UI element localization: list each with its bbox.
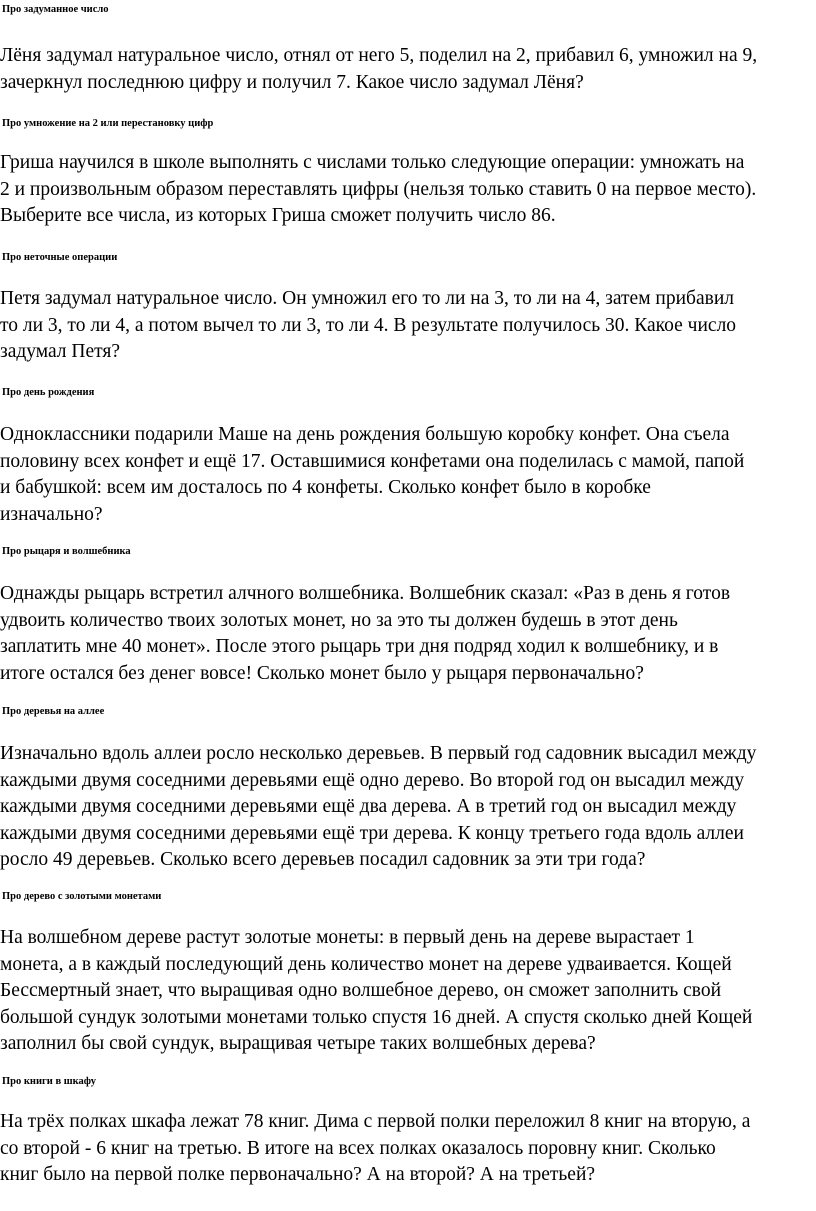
paragraph-line: заполнил бы свой сундук, выращивая четыре таких волшебных дерева? [0, 1033, 596, 1054]
paragraph-line: заплатить мне 40 монет». После этого рыцарь три дня подряд ходил к волшебнику, и в [0, 636, 719, 657]
paragraph-line: 2 и произвольным образом переставлять цифры (нельзя только ставить 0 на первое место). [0, 178, 757, 200]
section-paragraph [0, 741, 816, 874]
paragraph-line: Гриша научился в школе выполнять с числами только следующие операции: умножать на [0, 152, 745, 173]
paragraph-line: Лёня задумал натуральное число, отнял от него 5, поделил на 2, прибавил 6, умножил на 9, [0, 45, 758, 66]
paragraph-line: Выберите все числа, из которых Гриша сможет получить число 86. [0, 205, 556, 226]
paragraph-line: задумал Петя? [0, 341, 121, 362]
section-heading: Про деревья на аллее [2, 706, 105, 717]
paragraph-line: каждыми двумя соседними деревьями ещё одно дерево. Во второй год он высадил между [0, 769, 745, 791]
paragraph-line: Изначально вдоль аллеи росло несколько деревьев. В первый год садовник высадил между [0, 743, 757, 764]
paragraph-line: удвоить количество твоих золотых монет, но за это ты должен будешь в этот день [0, 609, 678, 631]
paragraph-line: половину всех конфет и ещё 17. Оставшимися конфетами она поделилась с мамой, папой [0, 450, 745, 472]
paragraph-line: изначально? [0, 503, 103, 525]
section-paragraph [0, 1109, 816, 1189]
paragraph-line: зачеркнул последнюю цифру и получил 7. Какое число задумал Лёня? [0, 71, 584, 93]
paragraph-line: и бабушкой: всем им досталось по 4 конфеты. Сколько конфет было в коробке [0, 477, 651, 498]
section-heading: Про дерево с золотыми монетами [2, 891, 162, 902]
section-heading: Про рыцаря и волшебника [2, 546, 131, 557]
paragraph-line: Петя задумал натуральное число. Он умножил его то ли на 3, то ли на 4, затем прибавил [0, 288, 734, 309]
section-paragraph [0, 286, 816, 366]
paragraph-line: книг было на первой полке первоначально? А на второй? А на третьей? [0, 1164, 596, 1185]
paragraph-line: росло 49 деревьев. Сколько всего деревьев посадил садовник за эти три года? [0, 849, 646, 870]
paragraph-line: каждыми двумя соседними деревьями ещё два дерева. А в третий год он высадил между [0, 796, 737, 817]
paragraph-line: На трёх полках шкафа лежат 78 книг. Дима с первой полки переложил 8 книг на вторую, а [0, 1111, 751, 1132]
paragraph-line: Одноклассники подарили Маше на день рождения большую коробку конфет. Она съела [0, 424, 730, 445]
section-paragraph [0, 925, 816, 1058]
paragraph-line: итоге остался без денег вовсе! Сколько монет было у рыцаря первоначально? [0, 662, 644, 684]
paragraph-line: большой сундук золотыми монетами только спустя 16 дней. А спустя сколько дней Кощей [0, 1006, 753, 1028]
paragraph-line: то ли 3, то ли 4, а потом вычел то ли 3, то ли 4. В результате получилось 30. Какое число [0, 314, 737, 336]
paragraph-line: Бессмертный знает, что выращивая одно волшебное дерево, он сможет заполнить свой [0, 980, 722, 1001]
paragraph-line: каждыми двумя соседними деревьями ещё три дерева. К концу третьего года вдоль аллеи [0, 822, 744, 844]
section-heading: Про умножение на 2 или перестановку цифр [2, 118, 214, 129]
section-heading: Про задуманное число [2, 4, 109, 15]
section-heading: Про неточные операции [2, 252, 118, 263]
paragraph-line: Однажды рыцарь встретил алчного волшебника. Волшебник сказал: «Раз в день я готов [0, 583, 731, 604]
section-paragraph [0, 581, 816, 687]
section-paragraph [0, 150, 816, 230]
paragraph-line: со второй - 6 книг на третью. В итоге на всех полках оказалось поровну книг. Сколько [0, 1137, 716, 1159]
paragraph-line: монета, а в каждый последующий день количество монет на дереве удваивается. Кощей [0, 953, 732, 975]
paragraph-line: На волшебном дереве растут золотые монеты: в первый день на дереве вырастает 1 [0, 927, 695, 948]
section-paragraph [0, 422, 816, 528]
section-paragraph [0, 43, 816, 96]
section-heading: Про день рождения [2, 387, 95, 398]
section-heading: Про книги в шкафу [2, 1076, 97, 1087]
